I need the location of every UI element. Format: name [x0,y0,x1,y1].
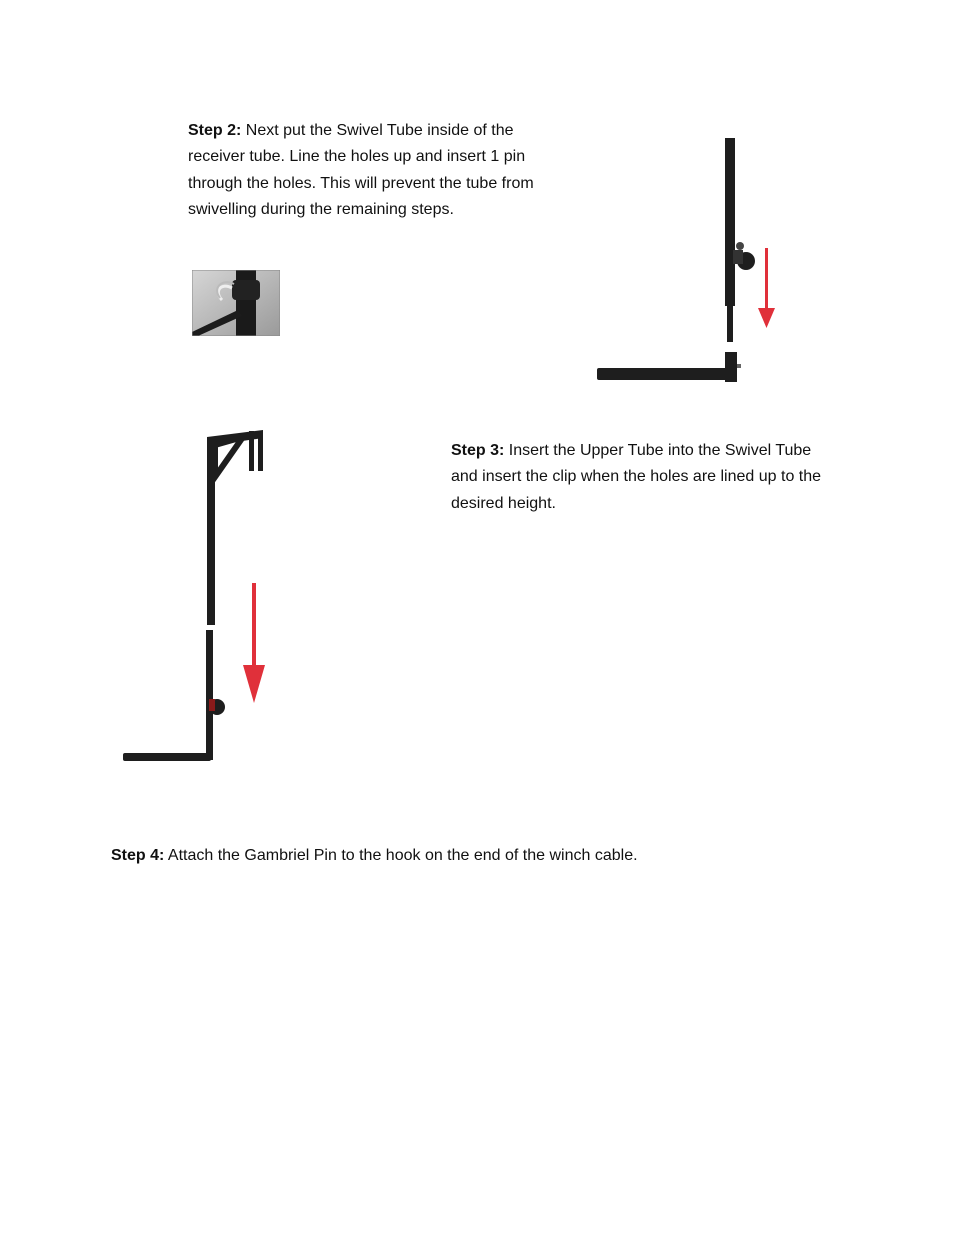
step-2-label: Step 2: [188,122,242,139]
step-3-body: Insert the Upper Tube into the Swivel Tube and insert the clip when the holes are lined up to the desired height. [451,442,822,512]
step-2-diagram [590,130,790,390]
down-arrow-icon [243,583,265,703]
swivel-pin-photo [192,270,280,336]
down-arrow-icon [758,248,775,328]
step-4-label: Step 4: [111,847,165,864]
step-4-paragraph [111,843,831,869]
step-2-paragraph [188,118,548,223]
receiver-tube [123,753,211,761]
swivel-tube [206,630,225,760]
receiver-tube [597,352,741,382]
step-2-body: Next put the Swivel Tube inside of the receiver tube. Line the holes up and insert 1 pin through the holes. This will prevent the tube from swivelling during the remaining steps. [188,122,534,218]
step-3-diagram [115,425,280,770]
step-3-paragraph [451,438,836,517]
step-4-body: Attach the Gambriel Pin to the hook on the end of the winch cable. [164,847,638,864]
step-3-label: Step 3: [451,442,505,459]
swivel-tube [725,138,755,342]
